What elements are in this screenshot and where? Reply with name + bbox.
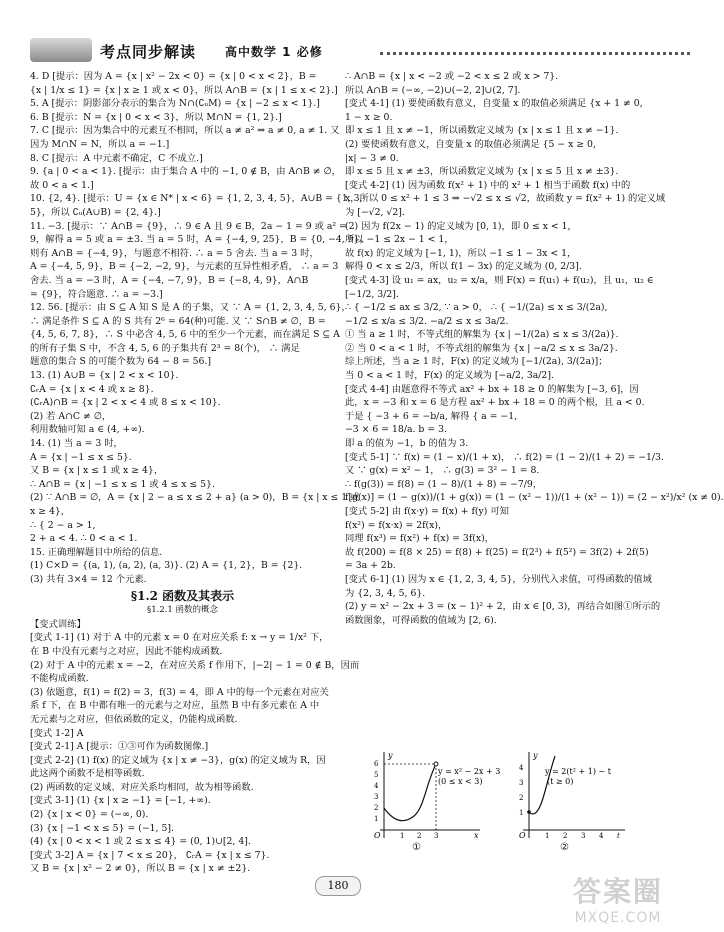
text-line: 不能构成函数. xyxy=(30,673,89,685)
watermark-url: MXQE.COM xyxy=(574,910,662,926)
text-line: 2 + a < 4. ∴ 0 < a < 1. xyxy=(30,533,138,545)
text-line: 7. C [提示：因为集合中的元素互不相同，所以 a ≠ a² ⇒ a ≠ 0, a ≠ 1. 又 xyxy=(30,125,340,137)
text-line: 的所有子集 S 中，不含 4, 5, 6 的子集共有 2³ = 8(个)， ∴ 满足 xyxy=(30,342,300,354)
text-line: (2) ∵ A∩B = ∅，A = {x | 2 − a ≤ x ≤ 2 + a} (a > 0)，B = {x | x ≤ 1 或 xyxy=(30,492,360,504)
text-line: f(x²) = f(x·x) = 2f(x)， xyxy=(345,519,448,531)
text-line: 为 [−√2, √2]. xyxy=(345,206,405,218)
text-line: ∴ 满足条件 S ⊆ A 的 S 共有 2⁶ = 64(种)可能. 又 ∵ S∩B ≠ ∅，B = xyxy=(30,315,326,327)
text-line: 此，x = −3 和 x = 6 是方程 ax² + bx + 18 = 0 的两个根，且 a < 0. xyxy=(345,397,645,409)
text-line: ① 当 a ≥ 1 时，不等式组的解集为 {x | −1/(2a) ≤ x ≤ 3/(2a)}. xyxy=(345,329,619,341)
text-line: [变式 5-2] 由 f(x·y) = f(x) + f(y) 可知 xyxy=(345,506,509,517)
text-line: {x | 1/x ≤ 1} = {x | x ≥ 1 或 x < 0}，所以 A∩B = {x | 1 ≤ x < 2}.] xyxy=(30,84,338,96)
text-line: (2) {x | x < 0} = (−∞, 0). xyxy=(30,809,149,821)
text-line: 故 f(x) 的定义域为 [−1, 1)，所以 −1 ≤ 1 − 3x < 1， xyxy=(345,247,577,259)
text-line: [变式 2-1] A [提示：①③可作为函数图像.] xyxy=(30,741,209,753)
text-line: 13. (1) A∪B = {x | 2 < x < 10}. xyxy=(30,370,179,382)
figure-1-x-tick: 2 xyxy=(417,832,422,840)
figure-2-x-tick: 4 xyxy=(599,832,604,840)
text-line: 即 x ≤ 1 且 x ≠ −1，所以函数定义域为 {x | x ≤ 1 且 x ≠ −1}. xyxy=(345,125,619,137)
header-title: 考点同步解读 xyxy=(100,43,197,61)
header-logo xyxy=(30,38,92,62)
text-line: 8. C [提示：A 中元素不确定，C 不成立.] xyxy=(30,152,203,164)
text-line: [变式 5-1] ∵ f(x) = (1 − x)/(1 + x)， ∴ f(2) = (1 − 2)/(1 + 2) = −1/3. xyxy=(345,451,664,463)
text-line: (2) 若 A∩C ≠ ∅， xyxy=(30,410,112,422)
text-line: (2) 对于 A 中的元素 x = −2，在对应关系 f 作用下，|−2| − 1 = 0 ∉ B，因而 xyxy=(30,659,360,671)
text-line: [−1/2, 3/2]. xyxy=(345,288,399,300)
text-line: 在 B 中没有元素与之对应，因此不能构成函数. xyxy=(30,645,223,657)
text-line: 综上所述，当 a ≥ 1 时，F(x) 的定义域为 [−1/(2a), 3/(2a)]； xyxy=(345,356,608,368)
text-line: [变式 4-1] (1) 要使函数有意义，自变量 x 的取值必须满足 {x + 1 ≠ 0, xyxy=(345,98,643,110)
text-line: 当 0 < a < 1 时，F(x) 的定义域为 [−a/2, 3a/2]. xyxy=(345,370,554,382)
text-line: 10. {2, 4}. [提示：U = {x ∈ N* | x < 6} = {1, 2, 3, 4, 5}，A∪B = {1, 3, xyxy=(30,193,363,205)
text-line: f[g(x)] = (1 − g(x))/(1 + g(x)) = (1 − (x² − 1))/(1 + (x² − 1)) = (2 − x²)/x² (x ≠ 0). xyxy=(345,492,724,504)
text-line: {4, 5, 6, 7, 8}，∴ S 中必含 4, 5, 6 中的至少一个元素，而在满足 S ⊆ A xyxy=(30,329,340,341)
text-line: §1.2.1 函数的概念 xyxy=(146,605,219,616)
text-line: [变式 3-1] (1) {x | x ≥ −1} = [−1, +∞). xyxy=(30,795,211,807)
text-line: 9，解得 a = 5 或 a = ±3. 当 a = 5 时，A = {−4, 9, 25}，B = {0, −4, 9}， xyxy=(30,234,369,246)
text-line: ② 当 0 < a < 1 时，不等式组的解集为 {x | −a/2 ≤ x ≤ 3a/2}. xyxy=(345,342,618,354)
text-line: 无元素与之对应，但依函数的定义，仍能构成函数. xyxy=(30,713,238,725)
figure-1-x-tick: 3 xyxy=(434,832,439,840)
figure-1-caption: ① xyxy=(412,842,421,853)
text-line: 又 B = {x | x² − 2 ≠ 0}，所以 B = {x | x ≠ ±2}. xyxy=(30,863,251,875)
text-line: 9. {a | 0 < a < 1}. [提示：由于集合 A 中的 −1, 0 ∉ B，由 A∩B ≠ ∅， xyxy=(30,166,341,178)
text-line: 所以 A∩B = (−∞, −2)∪(−2, 2]∪(2, 7]. xyxy=(345,84,521,96)
text-line: 11. −3. [提示：∵ A∩B = {9}，∴ 9 ∈ A 且 9 ∈ B，2a − 1 = 9 或 a² = xyxy=(30,220,347,232)
text-line: −3 × 6 = 18/a. b = 3. xyxy=(345,424,447,436)
text-line: (2) 要使函数有意义，自变量 x 的取值必须满足 {5 − x ≥ 0, xyxy=(345,138,596,150)
page-header xyxy=(30,38,660,62)
figure-1-y-axis-label: y xyxy=(388,751,393,760)
figure-1-y-tick: 5 xyxy=(374,771,379,779)
text-line: 即 x ≤ 5 且 x ≠ ±3，所以函数定义域为 {x | x ≤ 5 且 x ≠ ±3}. xyxy=(345,166,619,178)
text-line: 4. D [提示：因为 A = {x | x² − 2x < 0} = {x | 0 < x < 2}，B = xyxy=(30,71,317,82)
figure-1-origin: O xyxy=(374,831,381,840)
figure-2-y-axis-label: y xyxy=(533,751,538,760)
figure-1-y-tick: 1 xyxy=(374,815,379,823)
text-line: (3) 共有 3×4 = 12 个元素. xyxy=(30,573,147,585)
text-line: 因为 M∩N = N，所以 a = −1.] xyxy=(30,138,170,150)
text-line: 5. A [提示：阴影部分表示的集合为 N∩(∁ᵤM) = {x | −2 ≤ x < 1}.] xyxy=(30,98,320,110)
text-line: −1/2 ≤ x/a ≤ 3/2. −a/2 ≤ x ≤ 3a/2. xyxy=(345,315,509,327)
text-line: = {9}，符合题意. ∴ a = −3.] xyxy=(30,288,163,300)
page-number: 180 xyxy=(315,876,361,896)
text-line: 系 f 下，在 B 中都有唯一的元素与之对应，虽然 B 中有多元素在 A 中 xyxy=(30,700,320,712)
figure-2-caption: ② xyxy=(560,842,569,853)
text-line: = 3a + 2b. xyxy=(345,560,396,572)
text-line: ∴ A∩B = {x | x < −2 或 −2 < x ≤ 2 或 x > 7}. xyxy=(345,71,559,82)
figure-2-y-tick: 4 xyxy=(519,764,524,772)
text-line: [变式 1-2] A xyxy=(30,727,84,739)
text-line: (2) 两函数的定义域、对应关系均相同，故为相等函数. xyxy=(30,781,254,793)
text-line: 1 − x ≥ 0. xyxy=(345,111,393,123)
text-line: (1) C×D = {(a, 1), (a, 2), (a, 3)}. (2) A = {1, 2}，B = {2}. xyxy=(30,560,303,572)
text-line: (4) {x | 0 < x < 1 或 2 ≤ x ≤ 4} = (0, 1)∪[2, 4]. xyxy=(30,836,251,848)
figure-2-label: y = 2(t² + 1) − t xyxy=(545,767,611,776)
text-line: [变式 4-2] (1) 因为函数 f(x² + 1) 中的 x² + 1 相当于函数 f(x) 中的 xyxy=(345,179,631,191)
text-line: [变式 3-2] A = {x | 7 < x ≤ 20}， ∁ᵣA = {x | x ≤ 7}. xyxy=(30,849,270,861)
figure-2-x-tick: 3 xyxy=(581,832,586,840)
text-line: ∴ f(g(3)) = f(8) = (1 − 8)/(1 + 8) = −7/9， xyxy=(345,478,543,490)
right-column xyxy=(345,70,724,627)
text-line: 为 {2, 3, 4, 5, 6}. xyxy=(345,587,426,599)
figure-1-y-tick: 2 xyxy=(374,804,379,812)
text-line: (∁ᵣA)∩B = {x | 2 < x < 4 或 8 ≤ x < 10}. xyxy=(30,397,221,409)
text-line: 又 B = {x | x ≤ 1 或 x ≥ 4}， xyxy=(30,465,164,477)
figure-1-domain: (0 ≤ x < 3) xyxy=(438,777,483,786)
text-line: x ≥ 4}， xyxy=(30,506,71,517)
text-line: [变式 6-1] (1) 因为 x ∈ {1, 2, 3, 4, 5}，分别代入求值，可得函数的值域 xyxy=(345,573,652,585)
figure-2-origin: O xyxy=(519,831,526,840)
text-line: [变式 2-2] (1) f(x) 的定义域为 {x | x ≠ −3}，g(x) 的定义域为 R，因 xyxy=(30,754,326,766)
figure-1-y-tick: 6 xyxy=(374,760,379,768)
text-line: 题意的集合 S 的可能个数为 64 − 8 = 56.] xyxy=(30,356,212,368)
figure-2-y-tick: 2 xyxy=(519,794,524,802)
watermark-main: 答案圈 xyxy=(572,875,663,908)
text-line: 故 f(200) = f(8 × 25) = f(8) + f(25) = f(2³) + f(5²) = 3f(2) + 2f(5) xyxy=(345,546,649,558)
text-line: ∴ A∩B = {x | −1 ≤ x ≤ 1 或 4 ≤ x ≤ 5}. xyxy=(30,478,215,490)
figure-1-graph xyxy=(370,750,501,840)
figure-2-y-tick: 3 xyxy=(519,779,524,787)
text-line: ∁ᵣA = {x | x < 4 或 x ≥ 8}. xyxy=(30,383,154,395)
text-line: 6. B [提示：N = {x | 0 < x < 3}，所以 M∩N = {1, 2}.] xyxy=(30,111,282,123)
text-line: ∴ { 2 − a > 1, xyxy=(30,519,96,531)
figure-1-y-tick: 3 xyxy=(374,793,379,801)
text-line: 5}，所以 ∁ᵤ(A∪B) = {2, 4}.] xyxy=(30,206,161,218)
figure-2-domain: (t ≥ 0) xyxy=(547,777,574,786)
text-line: 14. (1) 当 a = 3 时， xyxy=(30,438,123,450)
figure-1-y-tick: 4 xyxy=(374,782,379,790)
text-line: 【变式训练】 xyxy=(30,618,86,630)
text-line: 即 a 的值为 −1，b 的值为 3. xyxy=(345,438,469,450)
text-line: 解得 0 < x ≤ 2/3，所以 f(1 − 3x) 的定义域为 (0, 2/3]. xyxy=(345,261,582,273)
figure-1-label: y = x² − 2x + 3 xyxy=(438,767,501,776)
text-line: 此这两个函数不是相等函数. xyxy=(30,768,145,780)
text-line: [变式 1-1] (1) 对于 A 中的元素 x = 0 在对应关系 f: x → y = 1/x² 下， xyxy=(30,632,329,644)
text-line: 所以 −1 ≤ 2x − 1 < 1， xyxy=(345,234,454,246)
text-line: [变式 4-4] 由题意得不等式 ax² + bx + 18 ≥ 0 的解集为 [−3, 6]，因 xyxy=(345,383,639,395)
text-line: 舍去. 当 a = −3 时，A = {−4, −7, 9}，B = {−8, 4, 9}，A∩B xyxy=(30,274,309,286)
figure-2-x-tick: 1 xyxy=(545,832,550,840)
header-dotted-rule xyxy=(380,52,690,55)
header-subtitle: 高中数学 1 必修 xyxy=(225,45,323,59)
text-line: 12. 56. [提示：由 S ⊆ A 知 S 是 A 的子集，又 ∵ A = {1, 2, 3, 4, 5, 6}， xyxy=(30,302,351,314)
text-line: x，所以 0 ≤ x² + 1 ≤ 3 ⇒ −√2 ≤ x ≤ √2，故函数 y = f(x² + 1) 的定义域 xyxy=(345,193,666,205)
text-line: 则有 A∩B = {−4, 9}，与题意不相符. ∴ a = 5 舍去. 当 a = 3 时， xyxy=(30,247,319,259)
figure-1-x-axis-label: x xyxy=(474,831,479,840)
text-line: |x| − 3 ≠ 0. xyxy=(345,152,399,164)
figures xyxy=(370,750,630,853)
figure-1-x-tick: 1 xyxy=(400,832,405,840)
text-line: ∴ { −1/2 ≤ ax ≤ 3/2, ∵ a > 0， ∴ { −1/(2a) ≤ x ≤ 3/(2a), xyxy=(345,302,608,314)
text-line: 于是 { −3 + 6 = −b/a, 解得 { a = −1, xyxy=(345,410,518,422)
figure-2-y-tick: 1 xyxy=(519,809,524,817)
text-line: §1.2 函数及其表示 xyxy=(130,588,235,603)
text-line: 15. 正确理解题目中所给的信息. xyxy=(30,546,163,558)
text-line: (3) 依题意，f(1) = f(2) = 3，f(3) = 4，即 A 中的每一个元素在对应关 xyxy=(30,686,329,698)
text-line: 函数图象，可得函数的值域为 [2, 6). xyxy=(345,614,497,626)
text-line: (3) {x | −1 < x ≤ 5} = (−1, 5]. xyxy=(30,822,174,834)
text-line: 故 0 < a < 1.] xyxy=(30,179,94,191)
figure-2-x-axis-label: t xyxy=(617,832,620,840)
text-line: (2) y = x² − 2x + 3 = (x − 1)² + 2，由 x ∈ [0, 3)，再结合如图①所示的 xyxy=(345,601,661,613)
text-line: 同理 f(x³) = f(x²) + f(x) = 3f(x)， xyxy=(345,533,495,545)
text-line: 利用数轴可知 a ∈ (4, +∞). xyxy=(30,424,145,436)
text-line: A = {x | −1 ≤ x ≤ 5}. xyxy=(30,451,132,463)
figure-2-graph xyxy=(515,750,630,840)
figure-2-x-tick: 2 xyxy=(563,832,568,840)
watermark xyxy=(573,870,663,926)
text-line: [变式 4-3] 设 u₁ = ax，u₂ = x/a，则 F(x) = f(u₁) + f(u₂)，且 u₁，u₂ ∈ xyxy=(345,274,654,286)
text-line: (2) 因为 f(2x − 1) 的定义域为 [0, 1)，即 0 ≤ x < 1， xyxy=(345,220,577,232)
text-line: 又 ∵ g(x) = x² − 1， ∴ g(3) = 3² − 1 = 8. xyxy=(345,465,540,477)
text-line: A = {−4, 5, 9}，B = {−2, −2, 9}，与元素的互异性相矛盾， ∴ a = 3 xyxy=(30,261,339,273)
